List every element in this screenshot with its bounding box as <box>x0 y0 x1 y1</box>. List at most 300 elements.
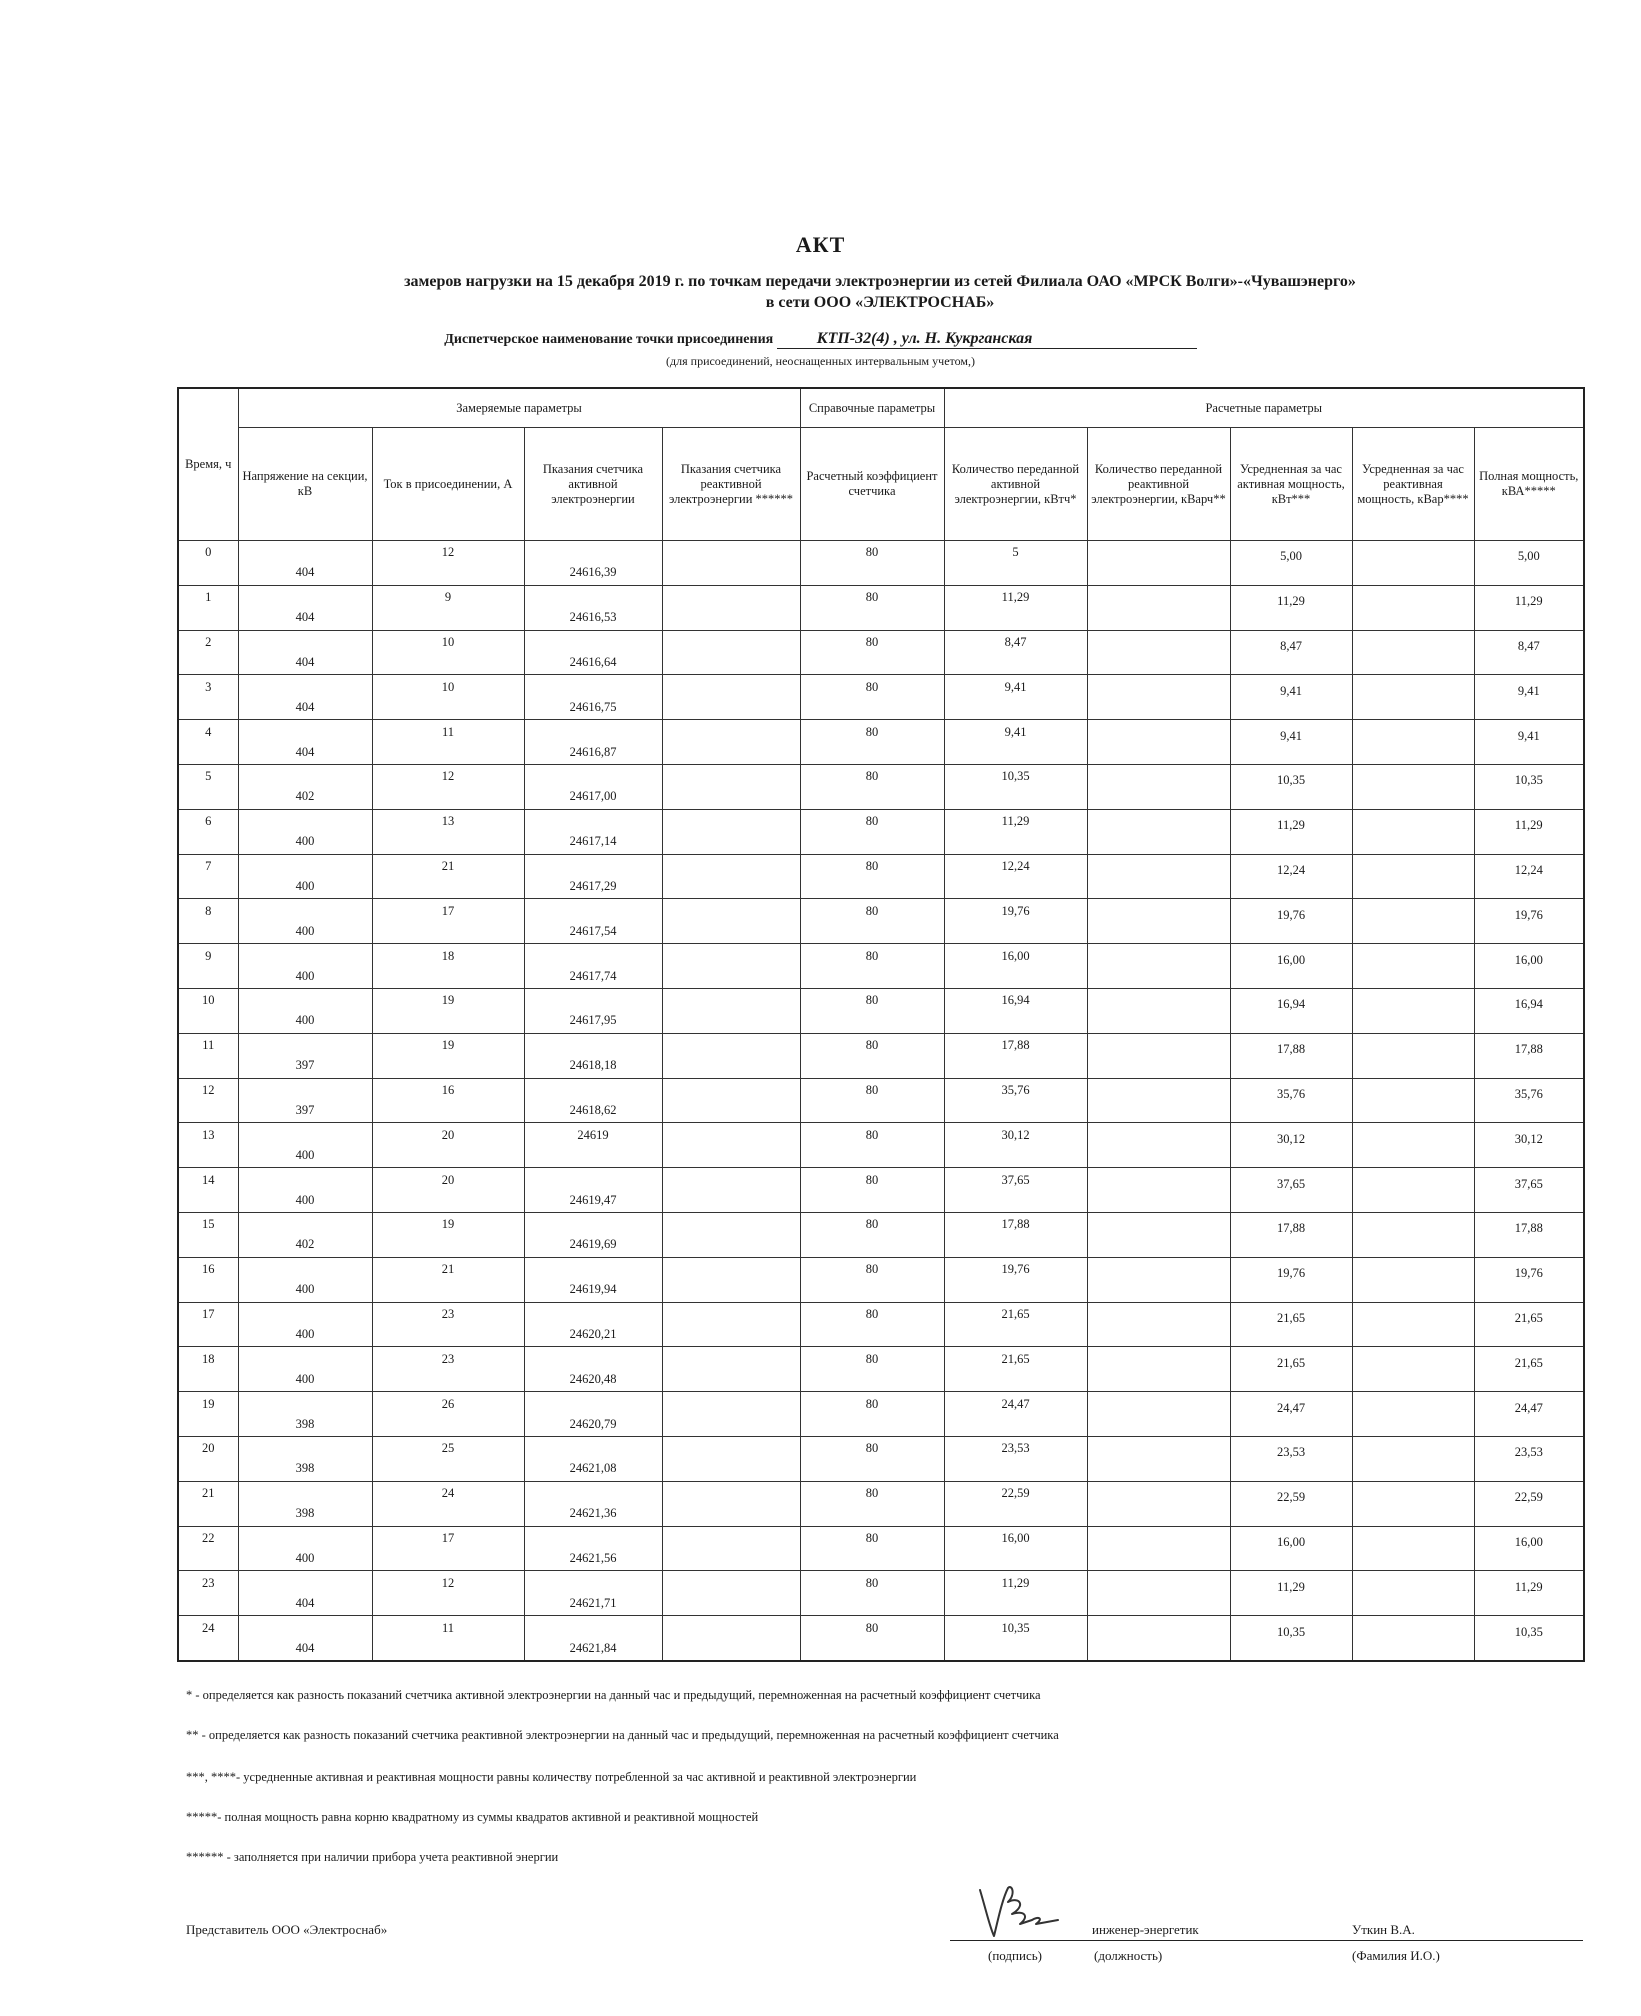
cell-hour <box>178 1033 238 1078</box>
cell-current-value: 11 <box>441 724 455 739</box>
cell-active-energy <box>944 585 1087 630</box>
cell-voltage-value: 404 <box>295 565 315 580</box>
cell-active-energy <box>944 1212 1087 1257</box>
cell-active-energy-value: 11,29 <box>1001 590 1030 605</box>
cell-voltage <box>238 899 372 944</box>
cell-full-power <box>1474 630 1584 675</box>
cell-active-energy <box>944 720 1087 765</box>
cell-current-value: 18 <box>441 948 455 963</box>
cell-reactive-reading <box>662 675 800 720</box>
cell-meter-coef-value: 80 <box>865 1082 879 1097</box>
cell-active-reading <box>524 1616 662 1661</box>
cell-avg-active-power-value: 16,94 <box>1276 997 1306 1012</box>
cell-active-energy <box>944 630 1087 675</box>
cell-voltage-value: 404 <box>295 610 315 625</box>
cell-full-power-value: 11,29 <box>1514 1579 1543 1594</box>
cell-hour <box>178 944 238 989</box>
cell-current-value: 17 <box>441 1530 455 1545</box>
cell-hour <box>178 1123 238 1168</box>
table-row <box>178 720 1584 765</box>
cell-active-reading-value: 24620,48 <box>569 1371 617 1386</box>
cell-current-value: 19 <box>441 993 455 1008</box>
cell-current-value: 10 <box>441 634 455 649</box>
cell-avg-reactive-power <box>1352 585 1474 630</box>
cell-full-power-value: 11,29 <box>1514 818 1543 833</box>
cell-full-power-value: 21,65 <box>1514 1310 1543 1325</box>
cell-active-reading-value: 24616,87 <box>569 744 617 759</box>
cell-active-energy <box>944 1168 1087 1213</box>
cell-reactive-reading <box>662 809 800 854</box>
cell-avg-reactive-power <box>1352 630 1474 675</box>
cell-reactive-reading <box>662 854 800 899</box>
cell-avg-reactive-power <box>1352 1571 1474 1616</box>
cell-active-reading-value: 24621,56 <box>569 1550 617 1565</box>
cell-reactive-energy <box>1087 988 1230 1033</box>
cell-full-power <box>1474 1481 1584 1526</box>
cell-avg-active-power-value: 10,35 <box>1276 773 1306 788</box>
cell-avg-active-power-value: 30,12 <box>1276 1131 1306 1146</box>
cell-current-value: 21 <box>441 858 455 873</box>
cell-voltage <box>238 988 372 1033</box>
cell-meter-coef-value: 80 <box>865 858 879 873</box>
cell-active-energy <box>944 944 1087 989</box>
cell-current <box>372 1212 524 1257</box>
cell-full-power <box>1474 1436 1584 1481</box>
cell-avg-reactive-power <box>1352 1078 1474 1123</box>
table-row <box>178 675 1584 720</box>
cell-active-energy-value: 17,88 <box>1001 1038 1030 1053</box>
cell-hour <box>178 1436 238 1481</box>
cell-current-value: 17 <box>441 903 455 918</box>
cell-active-reading <box>524 764 662 809</box>
cell-full-power-value: 17,88 <box>1514 1042 1543 1057</box>
handwritten-signature <box>972 1880 1062 1944</box>
cell-active-energy <box>944 1436 1087 1481</box>
table-row <box>178 809 1584 854</box>
cell-meter-coef-value: 80 <box>865 1396 879 1411</box>
cell-avg-active-power <box>1230 1436 1352 1481</box>
table-body <box>178 541 1584 1661</box>
cell-meter-coef-value: 80 <box>865 1620 879 1635</box>
cell-active-reading <box>524 1257 662 1302</box>
dispatch-value: КТП-32(4) , ул. Н. Кукрганская <box>777 330 1197 349</box>
document-subtitle <box>200 271 1560 313</box>
cell-avg-active-power-value: 21,65 <box>1276 1310 1306 1325</box>
cell-current <box>372 854 524 899</box>
cell-voltage <box>238 675 372 720</box>
cell-reactive-energy <box>1087 720 1230 765</box>
cell-active-reading <box>524 1212 662 1257</box>
signer-position: инженер-энергетик <box>1092 1922 1199 1937</box>
cell-voltage-value: 397 <box>295 1058 315 1073</box>
cell-avg-active-power <box>1230 1123 1352 1168</box>
table-row <box>178 585 1584 630</box>
cell-current <box>372 1347 524 1392</box>
cell-meter-coef <box>800 1078 944 1123</box>
cell-current <box>372 1481 524 1526</box>
cell-avg-active-power-value: 12,24 <box>1276 862 1306 877</box>
cell-hour <box>178 675 238 720</box>
cell-full-power <box>1474 1302 1584 1347</box>
cell-voltage <box>238 1212 372 1257</box>
cell-avg-active-power <box>1230 1571 1352 1616</box>
cell-active-energy-value: 16,00 <box>1001 1530 1030 1545</box>
cell-current <box>372 585 524 630</box>
cell-meter-coef <box>800 630 944 675</box>
cell-current <box>372 630 524 675</box>
cell-meter-coef <box>800 1302 944 1347</box>
cell-active-reading-value: 24616,75 <box>569 699 617 714</box>
cell-active-reading <box>524 630 662 675</box>
cell-active-reading-value: 24617,14 <box>569 834 617 849</box>
cell-hour-value: 9 <box>205 948 212 963</box>
cell-active-reading-value: 24616,64 <box>569 654 617 669</box>
cell-meter-coef <box>800 1168 944 1213</box>
table-row <box>178 1392 1584 1437</box>
cell-avg-active-power <box>1230 630 1352 675</box>
cell-avg-active-power-value: 11,29 <box>1277 594 1305 609</box>
cell-reactive-energy <box>1087 1302 1230 1347</box>
cell-meter-coef <box>800 541 944 586</box>
cell-voltage-value: 400 <box>295 1013 315 1028</box>
cell-avg-active-power-value: 16,00 <box>1276 1534 1306 1549</box>
cell-full-power <box>1474 1347 1584 1392</box>
cell-hour <box>178 1571 238 1616</box>
cell-current <box>372 764 524 809</box>
cell-avg-reactive-power <box>1352 809 1474 854</box>
cell-hour-value: 0 <box>205 545 212 560</box>
cell-reactive-energy <box>1087 1347 1230 1392</box>
cell-active-energy <box>944 988 1087 1033</box>
cell-full-power-value: 16,00 <box>1514 952 1543 967</box>
signer-name: Уткин В.А. <box>1352 1922 1415 1937</box>
cell-active-energy <box>944 854 1087 899</box>
cell-avg-active-power <box>1230 1302 1352 1347</box>
cell-active-energy-value: 23,53 <box>1001 1441 1030 1456</box>
cell-active-energy <box>944 1302 1087 1347</box>
table-row <box>178 1257 1584 1302</box>
cell-avg-active-power-value: 22,59 <box>1276 1490 1306 1505</box>
cell-reactive-energy <box>1087 899 1230 944</box>
cell-voltage <box>238 1392 372 1437</box>
cell-current-value: 10 <box>441 679 455 694</box>
cell-meter-coef <box>800 675 944 720</box>
cell-voltage <box>238 1078 372 1123</box>
cell-avg-active-power <box>1230 854 1352 899</box>
cell-active-energy-value: 11,29 <box>1001 1575 1030 1590</box>
cell-active-reading <box>524 1436 662 1481</box>
cell-current <box>372 1168 524 1213</box>
cell-avg-active-power-value: 24,47 <box>1276 1400 1306 1415</box>
cell-active-reading <box>524 1571 662 1616</box>
cell-reactive-energy <box>1087 809 1230 854</box>
cell-hour-value: 20 <box>202 1441 215 1456</box>
cell-reactive-reading <box>662 585 800 630</box>
cell-hour <box>178 1078 238 1123</box>
cell-reactive-reading <box>662 720 800 765</box>
cell-active-energy-value: 22,59 <box>1001 1486 1030 1501</box>
cell-voltage <box>238 1123 372 1168</box>
cell-hour-value: 8 <box>205 903 212 918</box>
cell-current-value: 23 <box>441 1351 455 1366</box>
cell-hour <box>178 809 238 854</box>
cell-hour-value: 12 <box>202 1082 215 1097</box>
cell-full-power <box>1474 1526 1584 1571</box>
cell-reactive-reading <box>662 1347 800 1392</box>
cell-active-energy <box>944 899 1087 944</box>
table-row <box>178 944 1584 989</box>
document-title: АКТ <box>795 232 846 257</box>
cell-meter-coef <box>800 809 944 854</box>
cell-current-value: 19 <box>441 1038 455 1053</box>
cell-avg-reactive-power <box>1352 1257 1474 1302</box>
cell-full-power-value: 9,41 <box>1517 728 1540 743</box>
cell-avg-active-power <box>1230 1616 1352 1661</box>
table-row <box>178 1123 1584 1168</box>
cell-voltage-value: 400 <box>295 1550 315 1565</box>
header-active-energy: Количество переданной активной электроэнергии, кВтч* <box>944 428 1087 541</box>
cell-avg-active-power-value: 11,29 <box>1277 818 1305 833</box>
cell-hour <box>178 1168 238 1213</box>
cell-avg-reactive-power <box>1352 1616 1474 1661</box>
cell-voltage-value: 402 <box>295 789 315 804</box>
cell-meter-coef <box>800 1123 944 1168</box>
cell-avg-reactive-power <box>1352 1033 1474 1078</box>
cell-current-value: 20 <box>441 1172 455 1187</box>
cell-active-energy <box>944 1571 1087 1616</box>
cell-reactive-reading <box>662 1168 800 1213</box>
measurements-table <box>177 387 1585 1662</box>
cell-voltage <box>238 1257 372 1302</box>
cell-reactive-energy <box>1087 630 1230 675</box>
table-row <box>178 764 1584 809</box>
cell-reactive-reading <box>662 541 800 586</box>
cell-meter-coef <box>800 1436 944 1481</box>
cell-active-reading-value: 24619 <box>577 1127 609 1142</box>
cell-voltage-value: 400 <box>295 968 315 983</box>
cell-avg-reactive-power <box>1352 1302 1474 1347</box>
cell-current <box>372 1571 524 1616</box>
cell-reactive-reading <box>662 1123 800 1168</box>
cell-current-value: 25 <box>441 1441 455 1456</box>
cell-hour <box>178 1347 238 1392</box>
header-active-reading: Пказания счетчика активной электроэнергии <box>524 428 662 541</box>
cell-avg-active-power-value: 17,88 <box>1276 1221 1306 1236</box>
cell-reactive-energy <box>1087 1168 1230 1213</box>
cell-active-energy-value: 21,65 <box>1001 1351 1030 1366</box>
cell-voltage-value: 402 <box>295 1237 315 1252</box>
cell-active-energy-value: 30,12 <box>1001 1127 1030 1142</box>
subtitle-line-1: замеров нагрузки на 15 декабря 2019 г. по точкам передачи электроэнергии из сетей Филиала ОАО «МРСК Волги»-«Чувашэнерго» <box>404 273 1356 290</box>
cell-current <box>372 809 524 854</box>
cell-active-energy <box>944 541 1087 586</box>
header-voltage: Напряжение на секции, кВ <box>238 428 372 541</box>
cell-full-power <box>1474 541 1584 586</box>
cell-avg-reactive-power <box>1352 675 1474 720</box>
cell-current-value: 24 <box>441 1486 455 1501</box>
cell-reactive-energy <box>1087 1526 1230 1571</box>
cell-active-energy-value: 11,29 <box>1001 814 1030 829</box>
cell-active-energy <box>944 1347 1087 1392</box>
table-row <box>178 1212 1584 1257</box>
cell-active-reading <box>524 1526 662 1571</box>
cell-full-power-value: 5,00 <box>1517 549 1540 564</box>
table-row <box>178 541 1584 586</box>
table-row <box>178 1302 1584 1347</box>
cell-avg-active-power-value: 19,76 <box>1276 907 1306 922</box>
table-row <box>178 854 1584 899</box>
cell-active-reading-value: 24618,62 <box>569 1102 617 1117</box>
cell-voltage-value: 398 <box>295 1506 315 1521</box>
cell-active-reading-value: 24620,79 <box>569 1416 617 1431</box>
cell-active-reading-value: 24621,84 <box>569 1640 617 1655</box>
dispatch-name-row <box>0 330 1641 349</box>
cell-active-reading <box>524 1123 662 1168</box>
header-time: Время, ч <box>178 388 238 541</box>
cell-voltage <box>238 854 372 899</box>
cell-full-power-value: 19,76 <box>1514 907 1543 922</box>
cell-meter-coef-value: 80 <box>865 1486 879 1501</box>
cell-hour-value: 2 <box>205 634 212 649</box>
cell-active-reading-value: 24620,21 <box>569 1326 617 1341</box>
cell-avg-active-power <box>1230 764 1352 809</box>
cell-active-energy <box>944 1078 1087 1123</box>
cell-meter-coef-value: 80 <box>865 724 879 739</box>
cell-voltage-value: 404 <box>295 699 315 714</box>
table-row <box>178 1033 1584 1078</box>
cell-full-power <box>1474 1392 1584 1437</box>
cell-reactive-energy <box>1087 1392 1230 1437</box>
cell-meter-coef <box>800 1616 944 1661</box>
cell-full-power-value: 9,41 <box>1517 683 1540 698</box>
cell-meter-coef-value: 80 <box>865 1262 879 1277</box>
cell-reactive-reading <box>662 1392 800 1437</box>
cell-avg-active-power-value: 19,76 <box>1276 1266 1306 1281</box>
cell-active-energy <box>944 675 1087 720</box>
cell-reactive-reading <box>662 944 800 989</box>
cell-full-power-value: 12,24 <box>1514 862 1543 877</box>
cell-hour-value: 18 <box>202 1351 215 1366</box>
cell-full-power-value: 23,53 <box>1514 1445 1543 1460</box>
representative-label: Представитель ООО «Электроснаб» <box>186 1922 388 1937</box>
cell-full-power-value: 21,65 <box>1514 1355 1543 1370</box>
cell-current-value: 12 <box>441 545 455 560</box>
cell-hour-value: 21 <box>202 1486 215 1501</box>
cell-meter-coef <box>800 1392 944 1437</box>
header-meter-coef: Расчетный коэффициент счетчика <box>800 428 944 541</box>
table-row <box>178 1571 1584 1616</box>
cell-meter-coef-value: 80 <box>865 634 879 649</box>
cell-avg-active-power <box>1230 585 1352 630</box>
cell-avg-reactive-power <box>1352 1526 1474 1571</box>
cell-hour-value: 11 <box>202 1038 215 1053</box>
dispatch-note: (для присоединений, неоснащенных интервальным учетом,) <box>666 354 975 368</box>
cell-voltage <box>238 764 372 809</box>
cell-full-power <box>1474 1078 1584 1123</box>
cell-reactive-reading <box>662 1033 800 1078</box>
cell-voltage <box>238 630 372 675</box>
cell-active-energy <box>944 1033 1087 1078</box>
cell-avg-active-power-value: 23,53 <box>1276 1445 1306 1460</box>
cell-voltage-value: 397 <box>295 1102 315 1117</box>
cell-avg-active-power-value: 21,65 <box>1276 1355 1306 1370</box>
cell-active-reading <box>524 1347 662 1392</box>
cell-voltage-value: 400 <box>295 878 315 893</box>
cell-active-reading <box>524 1078 662 1123</box>
cell-meter-coef-value: 80 <box>865 948 879 963</box>
cell-reactive-reading <box>662 1302 800 1347</box>
header-full-power: Полная мощность, кВА***** <box>1474 428 1584 541</box>
cell-hour-value: 19 <box>202 1396 215 1411</box>
cell-active-reading-value: 24617,95 <box>569 1013 617 1028</box>
cell-avg-reactive-power <box>1352 854 1474 899</box>
cell-full-power <box>1474 1616 1584 1661</box>
cell-current <box>372 1123 524 1168</box>
cell-full-power-value: 30,12 <box>1514 1131 1543 1146</box>
cell-full-power <box>1474 1212 1584 1257</box>
cell-meter-coef <box>800 1571 944 1616</box>
table-row <box>178 1347 1584 1392</box>
cell-current-value: 11 <box>441 1620 455 1635</box>
cell-active-energy-value: 21,65 <box>1001 1306 1030 1321</box>
cell-avg-active-power-value: 37,65 <box>1276 1176 1306 1191</box>
cell-current-value: 19 <box>441 1217 455 1232</box>
cell-avg-active-power <box>1230 1078 1352 1123</box>
signature-line <box>950 1940 1583 1941</box>
cell-current <box>372 1616 524 1661</box>
cell-avg-reactive-power <box>1352 720 1474 765</box>
cell-hour-value: 6 <box>205 814 212 829</box>
cell-reactive-energy <box>1087 541 1230 586</box>
header-current: Ток в присоединении, А <box>372 428 524 541</box>
cell-avg-active-power-value: 5,00 <box>1280 549 1302 564</box>
cell-hour <box>178 585 238 630</box>
cell-full-power-value: 24,47 <box>1514 1400 1543 1415</box>
cell-avg-active-power <box>1230 541 1352 586</box>
cell-active-energy-value: 9,41 <box>1004 724 1027 739</box>
cell-reactive-energy <box>1087 1616 1230 1661</box>
cell-hour <box>178 1302 238 1347</box>
table-row <box>178 630 1584 675</box>
cell-reactive-energy <box>1087 675 1230 720</box>
cell-voltage <box>238 944 372 989</box>
cell-voltage-value: 400 <box>295 1326 315 1341</box>
cell-hour-value: 7 <box>205 858 212 873</box>
cell-active-reading <box>524 585 662 630</box>
cell-current <box>372 899 524 944</box>
cell-current-value: 26 <box>441 1396 455 1411</box>
cell-active-energy-value: 35,76 <box>1001 1082 1030 1097</box>
cell-hour-value: 15 <box>202 1217 215 1232</box>
cell-voltage <box>238 1347 372 1392</box>
header-calculated-group: Расчетные параметры <box>944 388 1584 428</box>
cell-voltage <box>238 541 372 586</box>
cell-reactive-reading <box>662 1571 800 1616</box>
cell-meter-coef <box>800 764 944 809</box>
cell-full-power-value: 8,47 <box>1517 638 1540 653</box>
cell-active-reading <box>524 1302 662 1347</box>
cell-meter-coef-value: 80 <box>865 1217 879 1232</box>
cell-meter-coef-value: 80 <box>865 993 879 1008</box>
cell-current-value: 12 <box>441 1575 455 1590</box>
cell-avg-active-power-value: 9,41 <box>1280 728 1302 743</box>
cell-reactive-energy <box>1087 1436 1230 1481</box>
cell-avg-active-power <box>1230 675 1352 720</box>
cell-hour-value: 22 <box>202 1530 215 1545</box>
cell-avg-active-power-value: 17,88 <box>1276 1042 1306 1057</box>
footnote-3: ***, ****- усредненные активная и реактивная мощности равны количеству потребленной за час активной и реактивной электроэнергии <box>186 1770 917 1784</box>
cell-reactive-reading <box>662 1616 800 1661</box>
